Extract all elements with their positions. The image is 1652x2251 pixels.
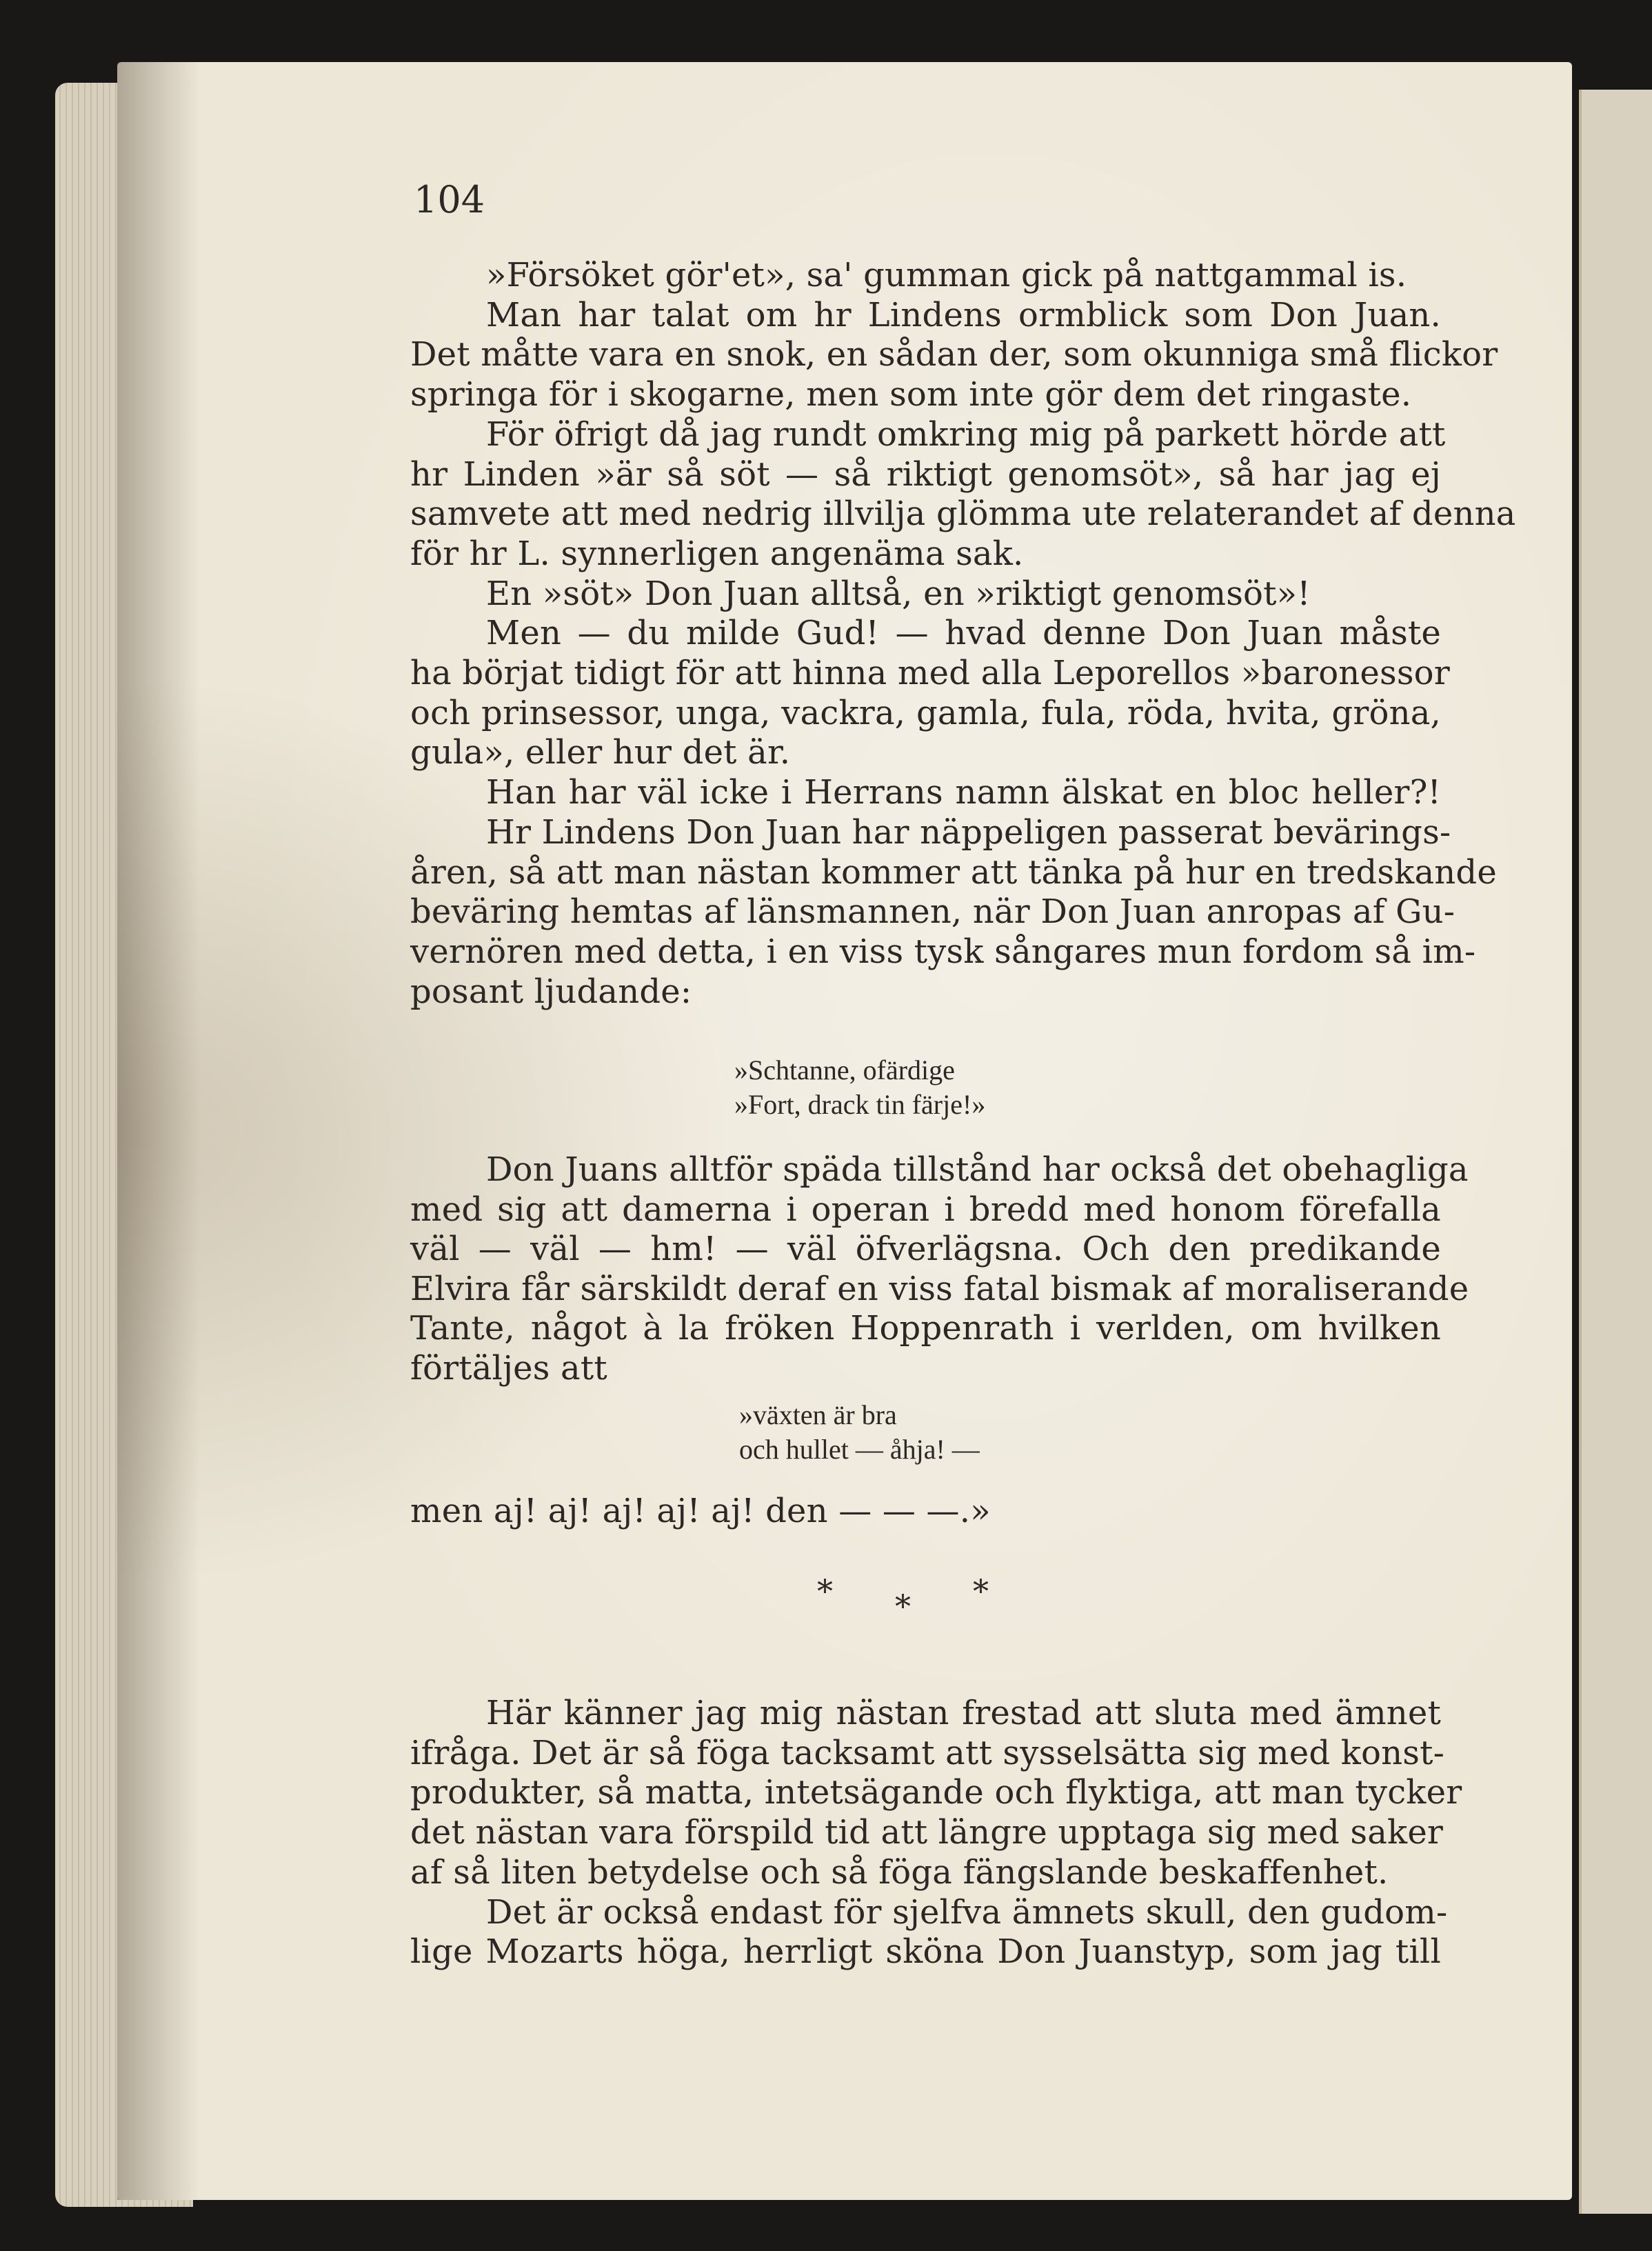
text-line: Han har väl icke i Herrans namn älskat en bloc heller?! — [486, 773, 1441, 812]
text-line: åren, så att man nästan kommer att tänka på hur en tredskande — [410, 852, 1497, 892]
text-line: förtäljes att — [410, 1348, 607, 1388]
text-line: och prinsessor, unga, vackra, gamla, fula, röda, hvita, gröna, — [410, 693, 1441, 732]
text-line: ha börjat tidigt för att hinna med alla Leporellos »baronessor — [410, 654, 1450, 692]
next-page-edge — [1579, 90, 1652, 2214]
verse-line: och hullet — åhja! — — [739, 1434, 980, 1465]
text-line: det nästan vara förspild tid att längre upptaga sig med saker — [410, 1813, 1444, 1852]
text-line: Det är också endast för sjelfva ämnets skull, den gudom- — [486, 1892, 1448, 1932]
page-gutter-shadow — [117, 62, 200, 2200]
asterisk: * — [973, 1572, 1051, 1610]
text-line: af så liten betydelse och så föga fängslande beskaffenhet. — [410, 1852, 1389, 1892]
text-line: Man har talat om hr Lindens ormblick som Don Juan. — [486, 295, 1441, 334]
text-line: vernören med detta, i en viss tysk sångares mun fordom så im- — [410, 932, 1476, 971]
text-line: hr Linden »är så söt — så riktigt genomsöt», så har jag ej — [410, 454, 1441, 494]
verse-line: »Fort, drack tin färje!» — [734, 1089, 986, 1120]
text-line: Elvira får särskildt deraf en viss fatal bismak af moraliserande — [410, 1269, 1469, 1308]
section-divider-asterisks — [817, 1572, 1051, 1625]
text-line: för hr L. synnerligen angenäma sak. — [410, 534, 1024, 573]
verse-line: »växten är bra — [739, 1399, 897, 1430]
text-line: lige Mozarts höga, herrligt sköna Don Juanstyp, som jag till — [410, 1932, 1441, 1972]
text-line: men aj! aj! aj! aj! aj! den — — —.» — [410, 1492, 991, 1530]
text-line: samvete att med nedrig illvilja glömma ute relaterandet af denna — [410, 494, 1516, 534]
text-line: Tante, något à la fröken Hoppenrath i verlden, om hvilken — [410, 1309, 1441, 1348]
text-line: posant ljudande: — [410, 972, 692, 1011]
text-line: springa för i skogarne, men som inte gör dem det ringaste. — [410, 375, 1412, 414]
text-line: produkter, så matta, intetsägande och flyktiga, att man tycker — [410, 1773, 1462, 1812]
text-line: För öfrigt då jag rundt omkring mig på parkett hörde att — [486, 414, 1446, 454]
text-line: »Försöket gör'et», sa' gumman gick på nattgammal is. — [486, 256, 1407, 294]
text-line: ifråga. Det är så föga tacksamt att sysselsätta sig med konst- — [410, 1733, 1445, 1772]
text-line: med sig att damerna i operan i bredd med honom förefalla — [410, 1190, 1441, 1229]
text-line: gula», eller hur det är. — [410, 733, 791, 772]
text-line: beväring hemtas af länsmannen, när Don Juan anropas af Gu- — [410, 892, 1455, 932]
text-line: En »söt» Don Juan alltså, en »riktigt genomsöt»! — [486, 574, 1311, 613]
text-line: Men — du milde Gud! — hvad denne Don Juan måste — [486, 614, 1441, 653]
text-line: Det måtte vara en snok, en sådan der, som okunniga små flickor — [410, 335, 1498, 374]
text-line: Don Juans alltför späda tillstånd har också det obehagliga — [486, 1150, 1469, 1189]
asterisk: * — [895, 1588, 973, 1625]
asterisk: * — [817, 1572, 895, 1610]
text-line: Här känner jag mig nästan frestad att sluta med ämnet — [486, 1694, 1441, 1732]
text-line: Hr Lindens Don Juan har näppeligen passerat bevärings- — [486, 812, 1451, 852]
verse-line: »Schtanne, ofärdige — [734, 1054, 955, 1086]
page-number: 104 — [414, 178, 485, 221]
text-line: väl — väl — hm! — väl öfverlägsna. Och den predikande — [410, 1230, 1441, 1268]
